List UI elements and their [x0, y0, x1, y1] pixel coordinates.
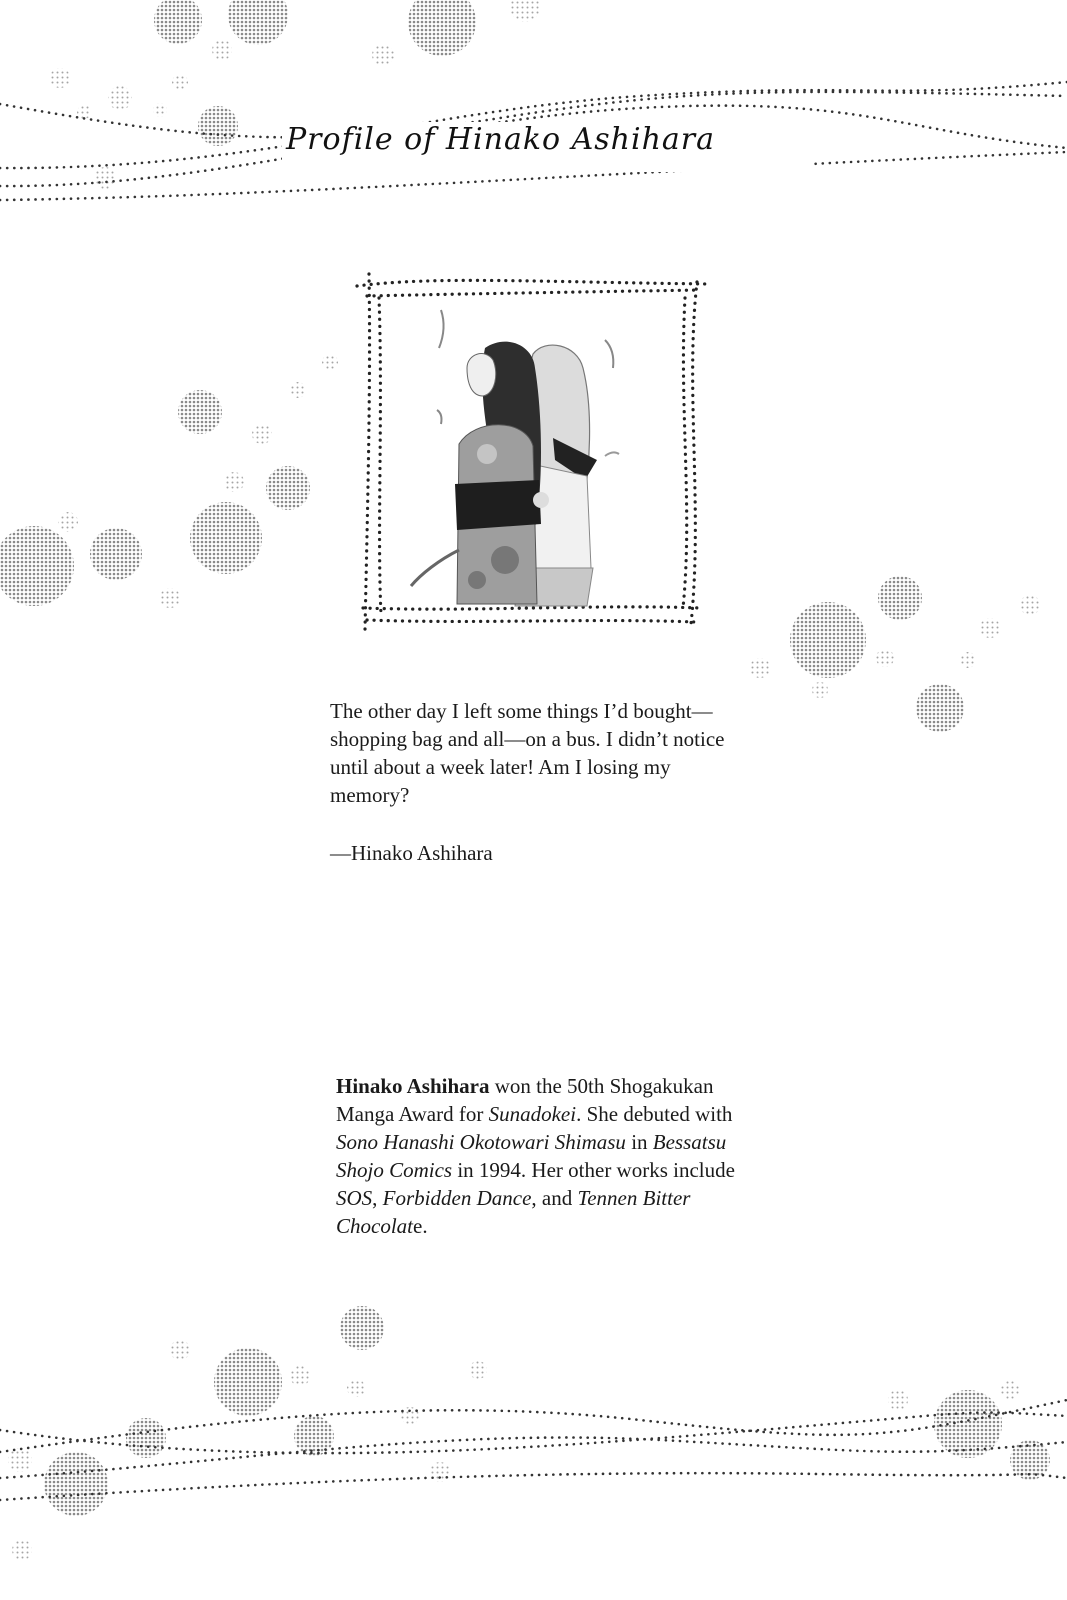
bio-work-title: Sunadokei	[488, 1102, 577, 1126]
bio-work-title: Tennen Bitter Chocolat	[336, 1186, 691, 1238]
bio-text: won the 50th Shogakukan Manga Award for	[336, 1074, 714, 1126]
author-portrait	[355, 268, 715, 640]
bio-work-title: Forbidden Dance	[382, 1186, 532, 1210]
bio-text: , and	[531, 1186, 578, 1210]
bio-text: in 1994. Her other works include	[452, 1158, 735, 1182]
author-bio	[336, 1072, 766, 1240]
bio-work-title: Sono Hanashi Okotowari Shimasu	[336, 1130, 626, 1154]
bio-text: . She debuted with	[576, 1102, 733, 1126]
bio-author-name: Hinako Ashihara	[336, 1074, 490, 1098]
page-title: Profile of Hinako Ashihara	[282, 122, 810, 172]
bio-text: in	[625, 1130, 653, 1154]
two-girls-illustration	[411, 310, 619, 606]
quote-signature: —Hinako Ashihara	[330, 841, 493, 865]
bottom-bokeh-dots	[8, 1306, 1050, 1560]
author-quote: The other day I left some things I’d bought—shopping bag and all—on a bus. I didn’t notice until about a week later! Am I losing my memory?	[330, 699, 725, 807]
bio-magazine-title: Bessatsu Shojo Comics	[336, 1130, 727, 1182]
bio-work-title: SOS	[336, 1186, 373, 1210]
bio-text: e.	[413, 1214, 428, 1238]
bio-text: ,	[372, 1186, 383, 1210]
